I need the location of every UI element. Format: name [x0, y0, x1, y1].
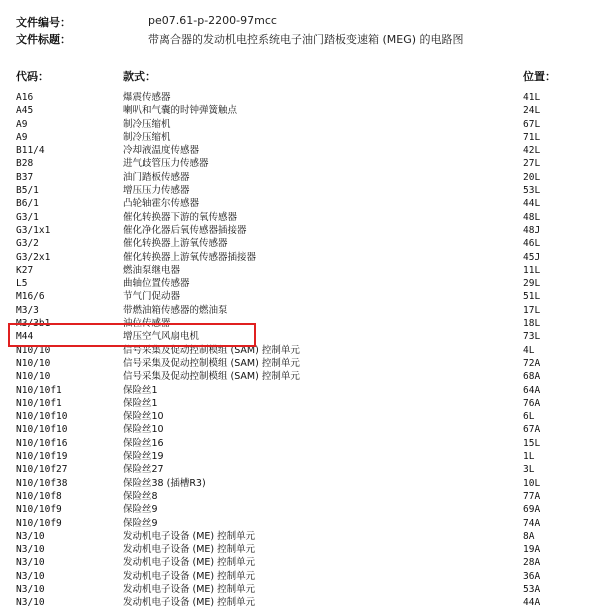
row-pos: 20L	[523, 171, 541, 183]
column-header-desc: 款式：	[123, 70, 156, 83]
row-code: B5/1	[16, 185, 39, 197]
row-pos: 18L	[523, 318, 541, 330]
row-desc: 发动机电子设备 (ME) 控制单元	[123, 544, 256, 556]
row-code: L5	[16, 278, 28, 290]
row-desc: 油位传感器	[123, 318, 171, 330]
row-desc: 保险丝10	[123, 424, 164, 436]
row-code: N10/10	[16, 344, 51, 356]
row-pos: 48J	[523, 224, 541, 236]
row-pos: 67A	[523, 424, 541, 436]
table-row	[0, 490, 602, 503]
row-pos: 42L	[523, 145, 541, 157]
row-pos: 28A	[523, 557, 541, 569]
row-desc: 保险丝10	[123, 411, 164, 423]
row-desc: 信号采集及促动控制模组 (SAM) 控制单元	[123, 371, 300, 383]
table-row	[0, 157, 602, 170]
component-table	[0, 91, 602, 610]
row-code: N3/10	[16, 570, 45, 582]
row-pos: 29L	[523, 278, 541, 290]
row-pos: 19A	[523, 544, 541, 556]
row-pos: 53A	[523, 583, 541, 595]
row-pos: 6L	[523, 411, 535, 423]
file-number-label: 文件编号：	[16, 16, 71, 29]
table-row	[0, 317, 602, 330]
row-pos: 72A	[523, 357, 541, 369]
row-desc: 进气歧管压力传感器	[123, 158, 209, 170]
row-pos: 17L	[523, 304, 541, 316]
row-code: K27	[16, 264, 34, 276]
row-desc: 保险丝1	[123, 384, 158, 396]
row-desc: 保险丝1	[123, 397, 158, 409]
row-desc: 催化转换器上游氧传感器插接器	[123, 251, 257, 263]
table-row	[0, 197, 602, 210]
row-code: N10/10f9	[16, 517, 62, 529]
row-code: N3/10	[16, 597, 45, 609]
row-desc: 保险丝27	[123, 464, 164, 476]
row-code: G3/1x1	[16, 224, 51, 236]
table-row	[0, 583, 602, 596]
table-row	[0, 517, 602, 530]
table-row	[0, 104, 602, 117]
row-pos: 3L	[523, 464, 535, 476]
row-code: N10/10f1	[16, 384, 62, 396]
row-code: N10/10	[16, 371, 51, 383]
table-row	[0, 450, 602, 463]
row-desc: 爆震传感器	[123, 92, 171, 103]
row-desc: 油门踏板传感器	[123, 171, 190, 183]
row-pos: 53L	[523, 185, 541, 197]
table-row	[0, 437, 602, 450]
row-code: M44	[16, 331, 34, 343]
file-title-label: 文件标题：	[16, 33, 71, 46]
row-pos: 45J	[523, 251, 541, 263]
row-code: N10/10f8	[16, 490, 62, 502]
row-code: A45	[16, 105, 34, 117]
row-code: N10/10f10	[16, 424, 68, 436]
table-row	[0, 224, 602, 237]
row-pos: 71L	[523, 131, 541, 143]
row-pos: 24L	[523, 105, 541, 117]
table-row	[0, 290, 602, 303]
row-pos: 76A	[523, 397, 541, 409]
table-row	[0, 330, 602, 343]
table-row	[0, 118, 602, 131]
row-code: G3/1	[16, 211, 39, 223]
table-row	[0, 503, 602, 516]
table-row	[0, 211, 602, 224]
row-code: N10/10f16	[16, 437, 68, 449]
row-pos: 10L	[523, 477, 541, 489]
row-desc: 信号采集及促动控制模组 (SAM) 控制单元	[123, 344, 300, 356]
table-row	[0, 410, 602, 423]
row-pos: 48L	[523, 211, 541, 223]
row-code: M16/6	[16, 291, 45, 303]
row-code: A9	[16, 118, 28, 130]
table-row	[0, 171, 602, 184]
row-code: N3/10	[16, 530, 45, 542]
row-pos: 73L	[523, 331, 541, 343]
row-pos: 4L	[523, 344, 535, 356]
table-row	[0, 463, 602, 476]
row-desc: 节气门促动器	[123, 291, 181, 303]
row-pos: 8A	[523, 530, 535, 542]
row-pos: 11L	[523, 264, 541, 276]
table-row	[0, 264, 602, 277]
row-desc: 发动机电子设备 (ME) 控制单元	[123, 557, 256, 569]
table-row	[0, 397, 602, 410]
row-code: N10/10f1	[16, 397, 62, 409]
row-desc: 保险丝9	[123, 504, 158, 516]
table-row	[0, 344, 602, 357]
column-header-pos: 位置：	[523, 70, 556, 83]
row-desc: 催化净化器后氧传感器插接器	[123, 224, 247, 236]
row-pos: 51L	[523, 291, 541, 303]
row-pos: 1L	[523, 451, 535, 463]
row-code: N10/10f10	[16, 411, 68, 423]
table-row	[0, 251, 602, 264]
row-code: N10/10f27	[16, 464, 68, 476]
row-pos: 27L	[523, 158, 541, 170]
row-code: G3/2	[16, 238, 39, 250]
row-desc: 发动机电子设备 (ME) 控制单元	[123, 570, 256, 582]
table-row	[0, 144, 602, 157]
row-desc: 保险丝9	[123, 517, 158, 529]
table-row	[0, 530, 602, 543]
row-code: B6/1	[16, 198, 39, 210]
row-code: B28	[16, 158, 34, 170]
row-pos: 36A	[523, 570, 541, 582]
row-pos: 44A	[523, 597, 541, 609]
row-pos: 41L	[523, 92, 541, 103]
table-row	[0, 556, 602, 569]
row-desc: 保险丝16	[123, 437, 164, 449]
row-pos: 44L	[523, 198, 541, 210]
row-code: N10/10f38	[16, 477, 68, 489]
table-row	[0, 237, 602, 250]
table-row	[0, 477, 602, 490]
row-desc: 燃油泵继电器	[123, 264, 181, 276]
row-code: G3/2x1	[16, 251, 51, 263]
row-code: N3/10	[16, 557, 45, 569]
row-desc: 制冷压缩机	[123, 118, 171, 130]
row-desc: 增压压力传感器	[123, 185, 190, 197]
table-row	[0, 91, 602, 104]
row-desc: 曲轴位置传感器	[123, 278, 190, 290]
table-row	[0, 596, 602, 609]
table-row	[0, 277, 602, 290]
row-pos: 74A	[523, 517, 541, 529]
table-row	[0, 423, 602, 436]
row-pos: 67L	[523, 118, 541, 130]
table-row	[0, 370, 602, 383]
row-desc: 发动机电子设备 (ME) 控制单元	[123, 597, 256, 609]
row-desc: 带燃油箱传感器的燃油泵	[123, 304, 228, 316]
row-desc: 增压空气风扇电机	[123, 331, 200, 343]
table-row	[0, 570, 602, 583]
row-pos: 68A	[523, 371, 541, 383]
row-pos: 77A	[523, 490, 541, 502]
row-code: N3/10	[16, 583, 45, 595]
row-desc: 保险丝8	[123, 490, 158, 502]
row-desc: 信号采集及促动控制模组 (SAM) 控制单元	[123, 357, 300, 369]
row-desc: 催化转换器下游的氧传感器	[123, 211, 238, 223]
row-code: B37	[16, 171, 34, 183]
row-pos: 15L	[523, 437, 541, 449]
row-desc: 发动机电子设备 (ME) 控制单元	[123, 583, 256, 595]
row-code: A9	[16, 131, 28, 143]
row-code: N10/10	[16, 357, 51, 369]
table-row	[0, 357, 602, 370]
row-pos: 64A	[523, 384, 541, 396]
row-desc: 制冷压缩机	[123, 131, 171, 143]
column-header-code: 代码：	[16, 70, 49, 83]
row-desc: 凸轮轴霍尔传感器	[123, 198, 200, 210]
table-row	[0, 184, 602, 197]
row-pos: 46L	[523, 238, 541, 250]
table-row	[0, 384, 602, 397]
row-code: N10/10f19	[16, 451, 68, 463]
row-desc: 喇叭和气囊的时钟弹簧触点	[123, 105, 238, 117]
row-desc: 冷却液温度传感器	[123, 145, 200, 157]
row-desc: 保险丝19	[123, 451, 164, 463]
table-row	[0, 543, 602, 556]
table-row	[0, 131, 602, 144]
row-desc: 发动机电子设备 (ME) 控制单元	[123, 530, 256, 542]
row-code: N10/10f9	[16, 504, 62, 516]
row-code: M3/3b1	[16, 318, 51, 330]
row-desc: 保险丝38 (插槽R3)	[123, 477, 206, 489]
row-pos: 69A	[523, 504, 541, 516]
row-code: B11/4	[16, 145, 45, 157]
row-code: N3/10	[16, 544, 45, 556]
row-desc: 催化转换器上游氧传感器	[123, 238, 228, 250]
row-code: A16	[16, 92, 34, 103]
file-number-value: pe07.61-p-2200-97mcc	[148, 14, 277, 27]
row-code: M3/3	[16, 304, 39, 316]
table-row	[0, 304, 602, 317]
file-title-value: 带离合器的发动机电控系统电子油门踏板变速箱 (MEG) 的电路图	[148, 33, 464, 46]
